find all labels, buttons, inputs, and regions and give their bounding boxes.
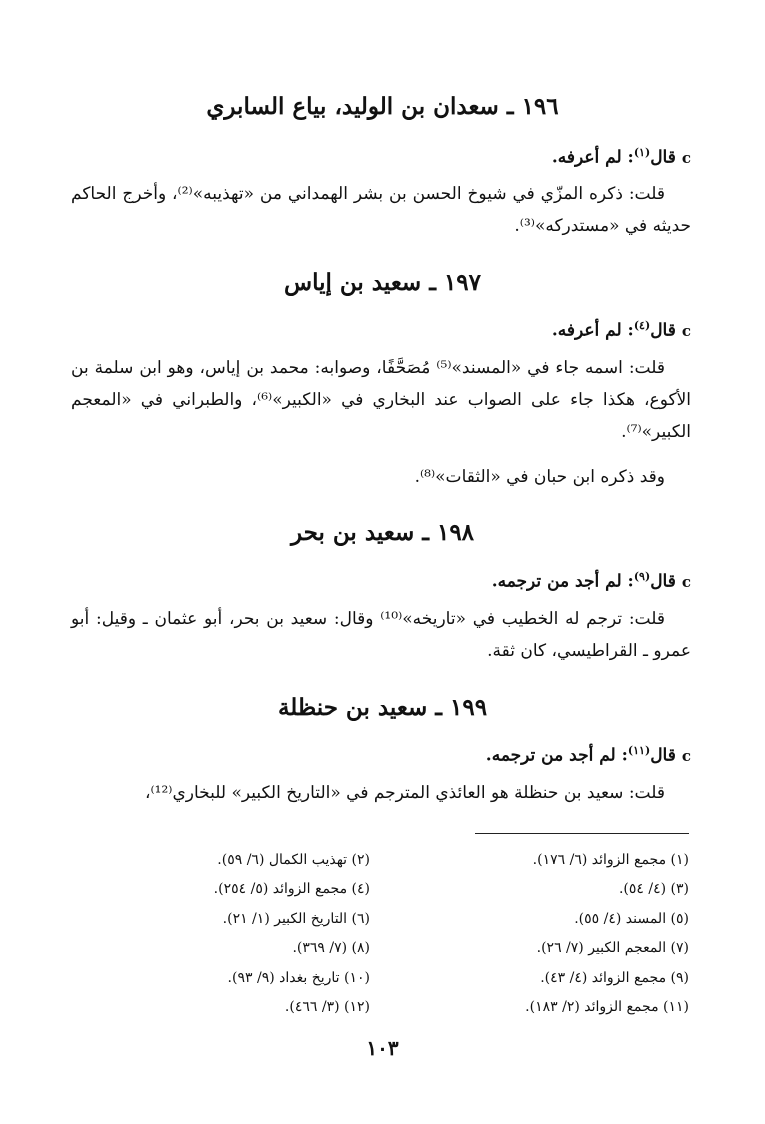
paragraph-197-2: وقد ذكره ابن حبان في «الثقات»⁽⁸⁾. <box>414 467 665 487</box>
footnotes-right-column <box>389 846 689 1022</box>
qal-text: : لم أجد من ترجمه. <box>485 745 628 766</box>
qal-line-198 <box>71 564 691 595</box>
footnote-ref: (١١) <box>627 744 651 757</box>
qal-line-197 <box>71 313 691 344</box>
entry-marker: c <box>681 746 691 765</box>
footnote-ref: (١) <box>633 146 651 159</box>
paragraph-198-1: قلت: ترجم له الخطيب في «تاريخه»⁽¹⁰⁾ وقال: سعيد بن بحر، أبو عثمان ـ وقيل: أبو عمرو ـ القراطيسي، كان ثقة. <box>71 609 691 661</box>
qal-text: : لم أعرفه. <box>551 147 634 168</box>
page-number: ١٠٣ <box>366 1036 399 1060</box>
footnote-12: (١٢) (٣/ ٤٦٦). <box>284 999 370 1016</box>
paragraph-199-1: قلت: سعيد بن حنظلة هو العائذي المترجم في «التاريخ الكبير» للبخاري⁽¹²⁾، <box>144 783 665 803</box>
footnotes-left-column <box>70 846 370 1022</box>
footnote-ref: (٩) <box>633 570 651 583</box>
paragraph-196-1: قلت: ذكره المزّي في شيوخ الحسن بن بشر الهمداني من «تهذيبه»⁽²⁾، وأخرج الحاكم حديثه في «مستدركه»⁽³⁾. <box>71 184 691 236</box>
qal-line-199 <box>71 738 691 769</box>
footnote-1: (١) مجمع الزوائد (٦/ ١٧٦). <box>532 852 689 868</box>
entry-marker: c <box>681 572 691 591</box>
qal-lead: قال <box>650 571 676 592</box>
qal-line-196 <box>71 140 691 171</box>
entry-marker: c <box>681 148 691 167</box>
footnote-9: (٩) مجمع الزوائد (٤/ ٤٣). <box>540 969 689 986</box>
footnote-8: (٨) (٧/ ٣٦٩). <box>292 940 370 957</box>
footnote-separator <box>475 833 689 834</box>
footnote-5: (٥) المسند (٤/ ٥٥). <box>574 910 689 927</box>
footnote-6: (٦) التاريخ الكبير (١/ ٢١). <box>222 910 370 927</box>
footnote-4: (٤) مجمع الزوائد (٥/ ٢٥٤). <box>213 881 370 898</box>
qal-lead: قال <box>650 745 676 766</box>
footnote-3: (٣) (٤/ ٥٤). <box>618 881 689 898</box>
entry-title-199: ١٩٩ ـ سعيد بن حنظلة <box>277 694 488 721</box>
qal-lead: قال <box>650 320 676 341</box>
footnote-10: (١٠) تاريخ بغداد (٩/ ٩٣). <box>227 969 370 986</box>
footnote-2: (٢) تهذيب الكمال (٦/ ٥٩). <box>217 852 370 868</box>
qal-text: : لم أعرفه. <box>551 320 634 341</box>
footnote-ref: (٤) <box>633 319 651 332</box>
qal-text: : لم أجد من ترجمه. <box>491 571 634 592</box>
paragraph-197-1: قلت: اسمه جاء في «المسند»⁽⁵⁾ مُصَحَّفًا، وصوابه: محمد بن إياس، وهو ابن سلمة بن الأكوع، هكذا جاء على الصواب عند البخاري في «الكبير»⁽⁶⁾، والطبراني في «المعجم الكبير»⁽⁷⁾. <box>71 358 691 442</box>
entry-title-196: ١٩٦ ـ سعدان بن الوليد، بياع السابري <box>206 93 559 120</box>
footnote-7: (٧) المعجم الكبير (٧/ ٢٦). <box>536 940 689 957</box>
entry-title-198: ١٩٨ ـ سعيد بن بحر <box>290 519 475 546</box>
qal-lead: قال <box>650 147 676 168</box>
entry-marker: c <box>681 321 691 340</box>
footnote-11: (١١) مجمع الزوائد (٢/ ١٨٣). <box>525 999 689 1016</box>
entry-title-197: ١٩٧ ـ سعيد بن إياس <box>284 269 481 296</box>
